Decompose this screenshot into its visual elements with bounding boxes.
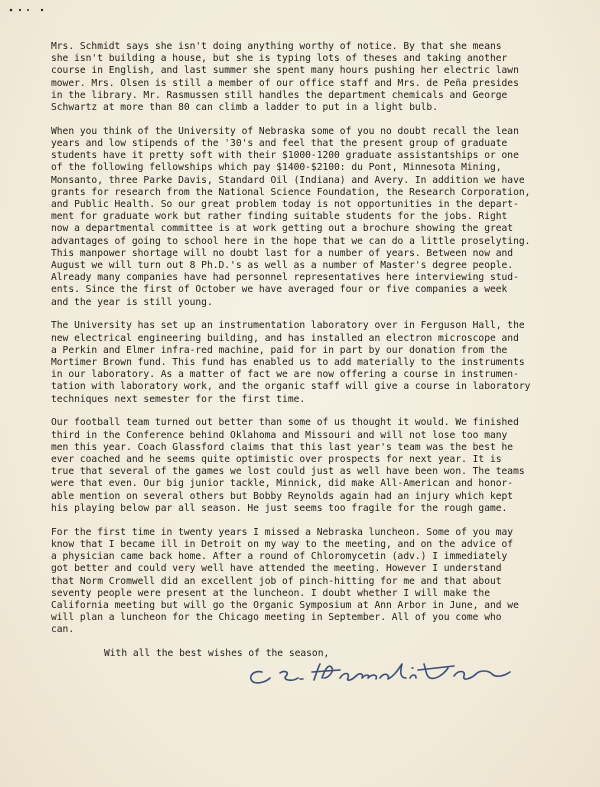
text-line: Mrs. Schmidt says she isn't doing anything worthy of notice. By that she means	[51, 41, 502, 52]
text-line: of the following fellowships which pay $1400-$2100: du Pont, Minnesota Mining,	[51, 162, 502, 174]
text-line: California meeting but will go the Organic Symposium at Ann Arbor in June, and we	[51, 599, 519, 611]
text-line: and the year is still young.	[51, 296, 213, 308]
text-line: now a departmental committee is at work getting out a brochure showing the great	[51, 223, 514, 235]
corner-dots-mark	[9, 6, 49, 14]
paragraph-luncheon	[51, 527, 571, 637]
text-line: August we will turn out 8 Ph.D.'s as well as a number of Master's degree people.	[51, 260, 514, 272]
text-line: new electrical engineering building, and has installed an electron microscope and	[51, 332, 519, 344]
text-line: tation with laboratory work, and the organic staff will give a course in laboratory	[51, 381, 531, 393]
text-line: This manpower shortage will no doubt last for a number of years. Between now and	[51, 247, 514, 259]
text-line: seventy people were present at the luncheon. I doubt whether I will make the	[51, 587, 490, 599]
text-line: a physician came back home. After a round of Chloromycetin (adv.) I immediately	[51, 551, 508, 563]
paragraph-staff-news	[51, 41, 571, 114]
letter-body	[51, 41, 571, 660]
text-line: Monsanto, three Parke Davis, Standard Oil (Indiana) and Avery. In addition we have	[51, 174, 525, 186]
text-line: grants for research from the National Science Foundation, the Research Corporation,	[51, 186, 531, 198]
paragraph-graduate-students	[51, 126, 571, 309]
text-line: she isn't building a house, but she is typing lots of theses and taking another	[51, 53, 508, 65]
paragraph-instrumentation-lab	[51, 320, 571, 405]
text-line: When you think of the University of Nebraska some of you no doubt recall the lean	[51, 125, 519, 137]
text-line: mower. Mrs. Olsen is still a member of our office staff and Mrs. de Peña presides	[51, 77, 519, 89]
text-line: men this year. Coach Glassford claims that this last year's team was the best he	[51, 441, 514, 453]
text-line: students have it pretty soft with their $1000-1200 graduate assistantships or one	[51, 150, 519, 162]
text-line: got better and could very well have attended the meeting. However I understand	[51, 563, 502, 575]
text-line: Already many companies have had personnel representatives here interviewing stud-	[51, 272, 519, 284]
paragraph-football	[51, 417, 571, 515]
text-line: For the first time in twenty years I missed a Nebraska luncheon. Some of you may	[51, 526, 514, 538]
text-line: Mortimer Brown fund. This fund has enabled us to add materially to the instruments	[51, 357, 525, 369]
text-line: years and low stipends of the '30's and feel that the present group of graduate	[51, 138, 508, 150]
text-line: and Public Health. So our great problem today is not opportunities in the depart-	[51, 199, 519, 211]
text-line: able mention on several others but Bobby Reynolds again had an injury which kept	[51, 490, 514, 502]
text-line: ever coached and he seems quite optimistic over prospects for next year. It is	[51, 454, 502, 466]
text-line: can.	[51, 624, 75, 636]
text-line: true that several of the games we lost could just as well have been won. The teams	[51, 466, 525, 478]
text-line: The University has set up an instrumentation laboratory over in Ferguson Hall, the	[51, 320, 525, 332]
handwritten-signature-icon	[240, 656, 540, 688]
text-line: ents. Since the first of October we have averaged four or five companies a week	[51, 284, 508, 296]
text-line: his playing below par all season. He just seems too fragile for the rough game.	[51, 502, 508, 514]
text-line: techniques next semester for the first time.	[51, 393, 306, 405]
text-line: in our laboratory. As a matter of fact we are now offering a course in instrumen-	[51, 369, 519, 381]
text-line: Schwartz at more than 80 can climb a ladder to put in a light bulb.	[51, 102, 438, 114]
closing-line: With all the best wishes of the season,	[104, 648, 330, 660]
text-line: in the library. Mr. Rasmussen still handles the department chemicals and George	[51, 89, 508, 101]
text-line: that Norm Cromwell did an excellent job of pinch-hitting for me and that about	[51, 575, 502, 587]
text-line: Our football team turned out better than some of us thought it would. We finished	[51, 417, 519, 429]
text-line: course in English, and last summer she spent many hours pushing her electric lawn	[51, 65, 519, 77]
text-line: know that I became ill in Detroit on my way to the meeting, and on the advice of	[51, 538, 514, 550]
text-line: were that even. Our big junior tackle, Minnick, did make All-American and honor-	[51, 478, 514, 490]
text-line: a Perkin and Elmer infra-red machine, paid for in part by our donation from the	[51, 344, 508, 356]
text-line: advantages of going to school here in the hope that we can do a little proselyting.	[51, 235, 531, 247]
text-line: will plan a luncheon for the Chicago meeting in September. All of you come who	[51, 612, 502, 624]
text-line: ment for graduate work but rather finding suitable students for the jobs. Right	[51, 211, 508, 223]
text-line: third in the Conference behind Oklahoma and Missouri and will not lose too many	[51, 429, 508, 441]
